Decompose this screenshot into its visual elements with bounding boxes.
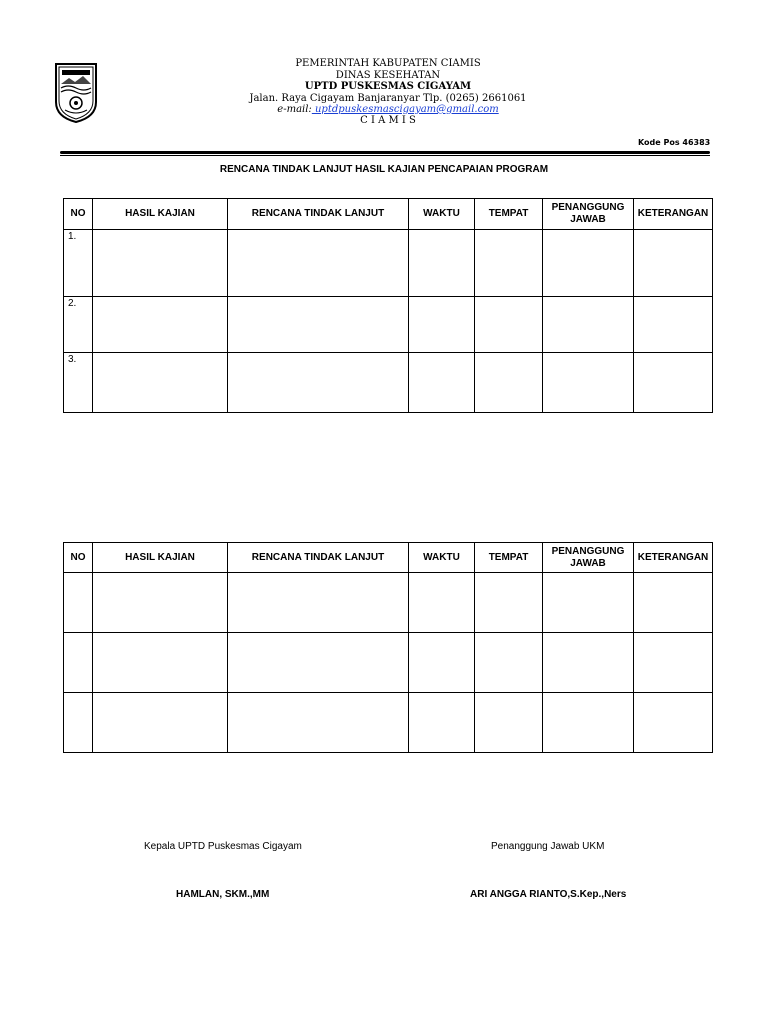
keterangan-cell[interactable] <box>634 353 713 413</box>
rencana-cell[interactable] <box>228 297 409 353</box>
header-rule-thin <box>60 155 710 156</box>
penanggung-jawab-cell[interactable] <box>543 297 634 353</box>
col-hasil-kajian: HASIL KAJIAN <box>93 199 228 230</box>
kop-department: DINAS KESEHATAN <box>335 70 441 81</box>
kop-institution: UPTD PUSKESMAS CIGAYAM <box>304 81 472 92</box>
col-hasil-kajian: HASIL KAJIAN <box>93 543 228 573</box>
keterangan-cell[interactable] <box>634 573 713 633</box>
table-header-row <box>64 199 713 230</box>
signature-left-name: HAMLAN, SKM.,MM <box>176 889 270 900</box>
tempat-cell[interactable] <box>475 230 543 297</box>
kop-city: C I A M I S <box>360 115 416 126</box>
waktu-cell[interactable] <box>409 693 475 753</box>
col-tempat: TEMPAT <box>475 543 543 573</box>
plan-table-2 <box>63 542 713 753</box>
kode-pos: Kode Pos 46383 <box>638 138 711 147</box>
table-row <box>64 633 713 693</box>
plan-table-1 <box>63 198 713 413</box>
col-tempat: TEMPAT <box>475 199 543 230</box>
row-number: 3. <box>64 353 93 413</box>
col-no: NO <box>64 199 93 230</box>
signature-right-name: ARI ANGGA RIANTO,S.Kep.,Ners <box>470 889 627 900</box>
signature-left-title: Kepala UPTD Puskesmas Cigayam <box>144 841 302 852</box>
kop-email-prefix: e-mail: <box>277 104 312 115</box>
document-title: RENCANA TINDAK LANJUT HASIL KAJIAN PENCAPAIAN PROGRAM <box>219 164 549 175</box>
hasil-kajian-cell[interactable] <box>93 297 228 353</box>
col-rencana-tindak-lanjut: RENCANA TINDAK LANJUT <box>228 199 409 230</box>
tempat-cell[interactable] <box>475 353 543 413</box>
hasil-kajian-cell[interactable] <box>93 230 228 297</box>
rencana-cell[interactable] <box>228 693 409 753</box>
rencana-cell[interactable] <box>228 353 409 413</box>
row-number <box>64 573 93 633</box>
header-rule-thick <box>60 151 710 154</box>
rencana-cell[interactable] <box>228 633 409 693</box>
email-link[interactable]: uptdpuskesmascigayam@gmail.com <box>311 104 499 115</box>
waktu-cell[interactable] <box>409 297 475 353</box>
keterangan-cell[interactable] <box>634 693 713 753</box>
signature-right-title: Penanggung Jawab UKM <box>491 841 605 852</box>
col-penanggung-jawab: PENANGGUNG JAWAB <box>543 199 634 230</box>
col-keterangan: KETERANGAN <box>634 543 713 573</box>
penanggung-jawab-cell[interactable] <box>543 633 634 693</box>
row-number <box>64 633 93 693</box>
waktu-cell[interactable] <box>409 633 475 693</box>
penanggung-jawab-cell[interactable] <box>543 353 634 413</box>
col-keterangan: KETERANGAN <box>634 199 713 230</box>
table-row <box>64 297 713 353</box>
row-number: 2. <box>64 297 93 353</box>
waktu-cell[interactable] <box>409 230 475 297</box>
table-row <box>64 693 713 753</box>
tempat-cell[interactable] <box>475 633 543 693</box>
ciamis-logo <box>53 62 99 124</box>
hasil-kajian-cell[interactable] <box>93 353 228 413</box>
table-row <box>64 353 713 413</box>
kop-email <box>218 104 558 116</box>
waktu-cell[interactable] <box>409 573 475 633</box>
hasil-kajian-cell[interactable] <box>93 693 228 753</box>
kop-address: Jalan. Raya Cigayam Banjaranyar Tlp. (0265) 2661061 <box>249 93 527 104</box>
hasil-kajian-cell[interactable] <box>93 573 228 633</box>
tempat-cell[interactable] <box>475 693 543 753</box>
table-row <box>64 573 713 633</box>
col-waktu: WAKTU <box>409 543 475 573</box>
row-number <box>64 693 93 753</box>
tempat-cell[interactable] <box>475 297 543 353</box>
keterangan-cell[interactable] <box>634 633 713 693</box>
rencana-cell[interactable] <box>228 573 409 633</box>
row-number: 1. <box>64 230 93 297</box>
col-rencana-tindak-lanjut: RENCANA TINDAK LANJUT <box>228 543 409 573</box>
table-row <box>64 230 713 297</box>
col-no: NO <box>64 543 93 573</box>
waktu-cell[interactable] <box>409 353 475 413</box>
penanggung-jawab-cell[interactable] <box>543 230 634 297</box>
rencana-cell[interactable] <box>228 230 409 297</box>
tempat-cell[interactable] <box>475 573 543 633</box>
penanggung-jawab-cell[interactable] <box>543 573 634 633</box>
col-waktu: WAKTU <box>409 199 475 230</box>
hasil-kajian-cell[interactable] <box>93 633 228 693</box>
col-penanggung-jawab: PENANGGUNG JAWAB <box>543 543 634 573</box>
table-header-row <box>64 543 713 573</box>
keterangan-cell[interactable] <box>634 230 713 297</box>
penanggung-jawab-cell[interactable] <box>543 693 634 753</box>
keterangan-cell[interactable] <box>634 297 713 353</box>
kop-government: PEMERINTAH KABUPATEN CIAMIS <box>295 58 481 69</box>
